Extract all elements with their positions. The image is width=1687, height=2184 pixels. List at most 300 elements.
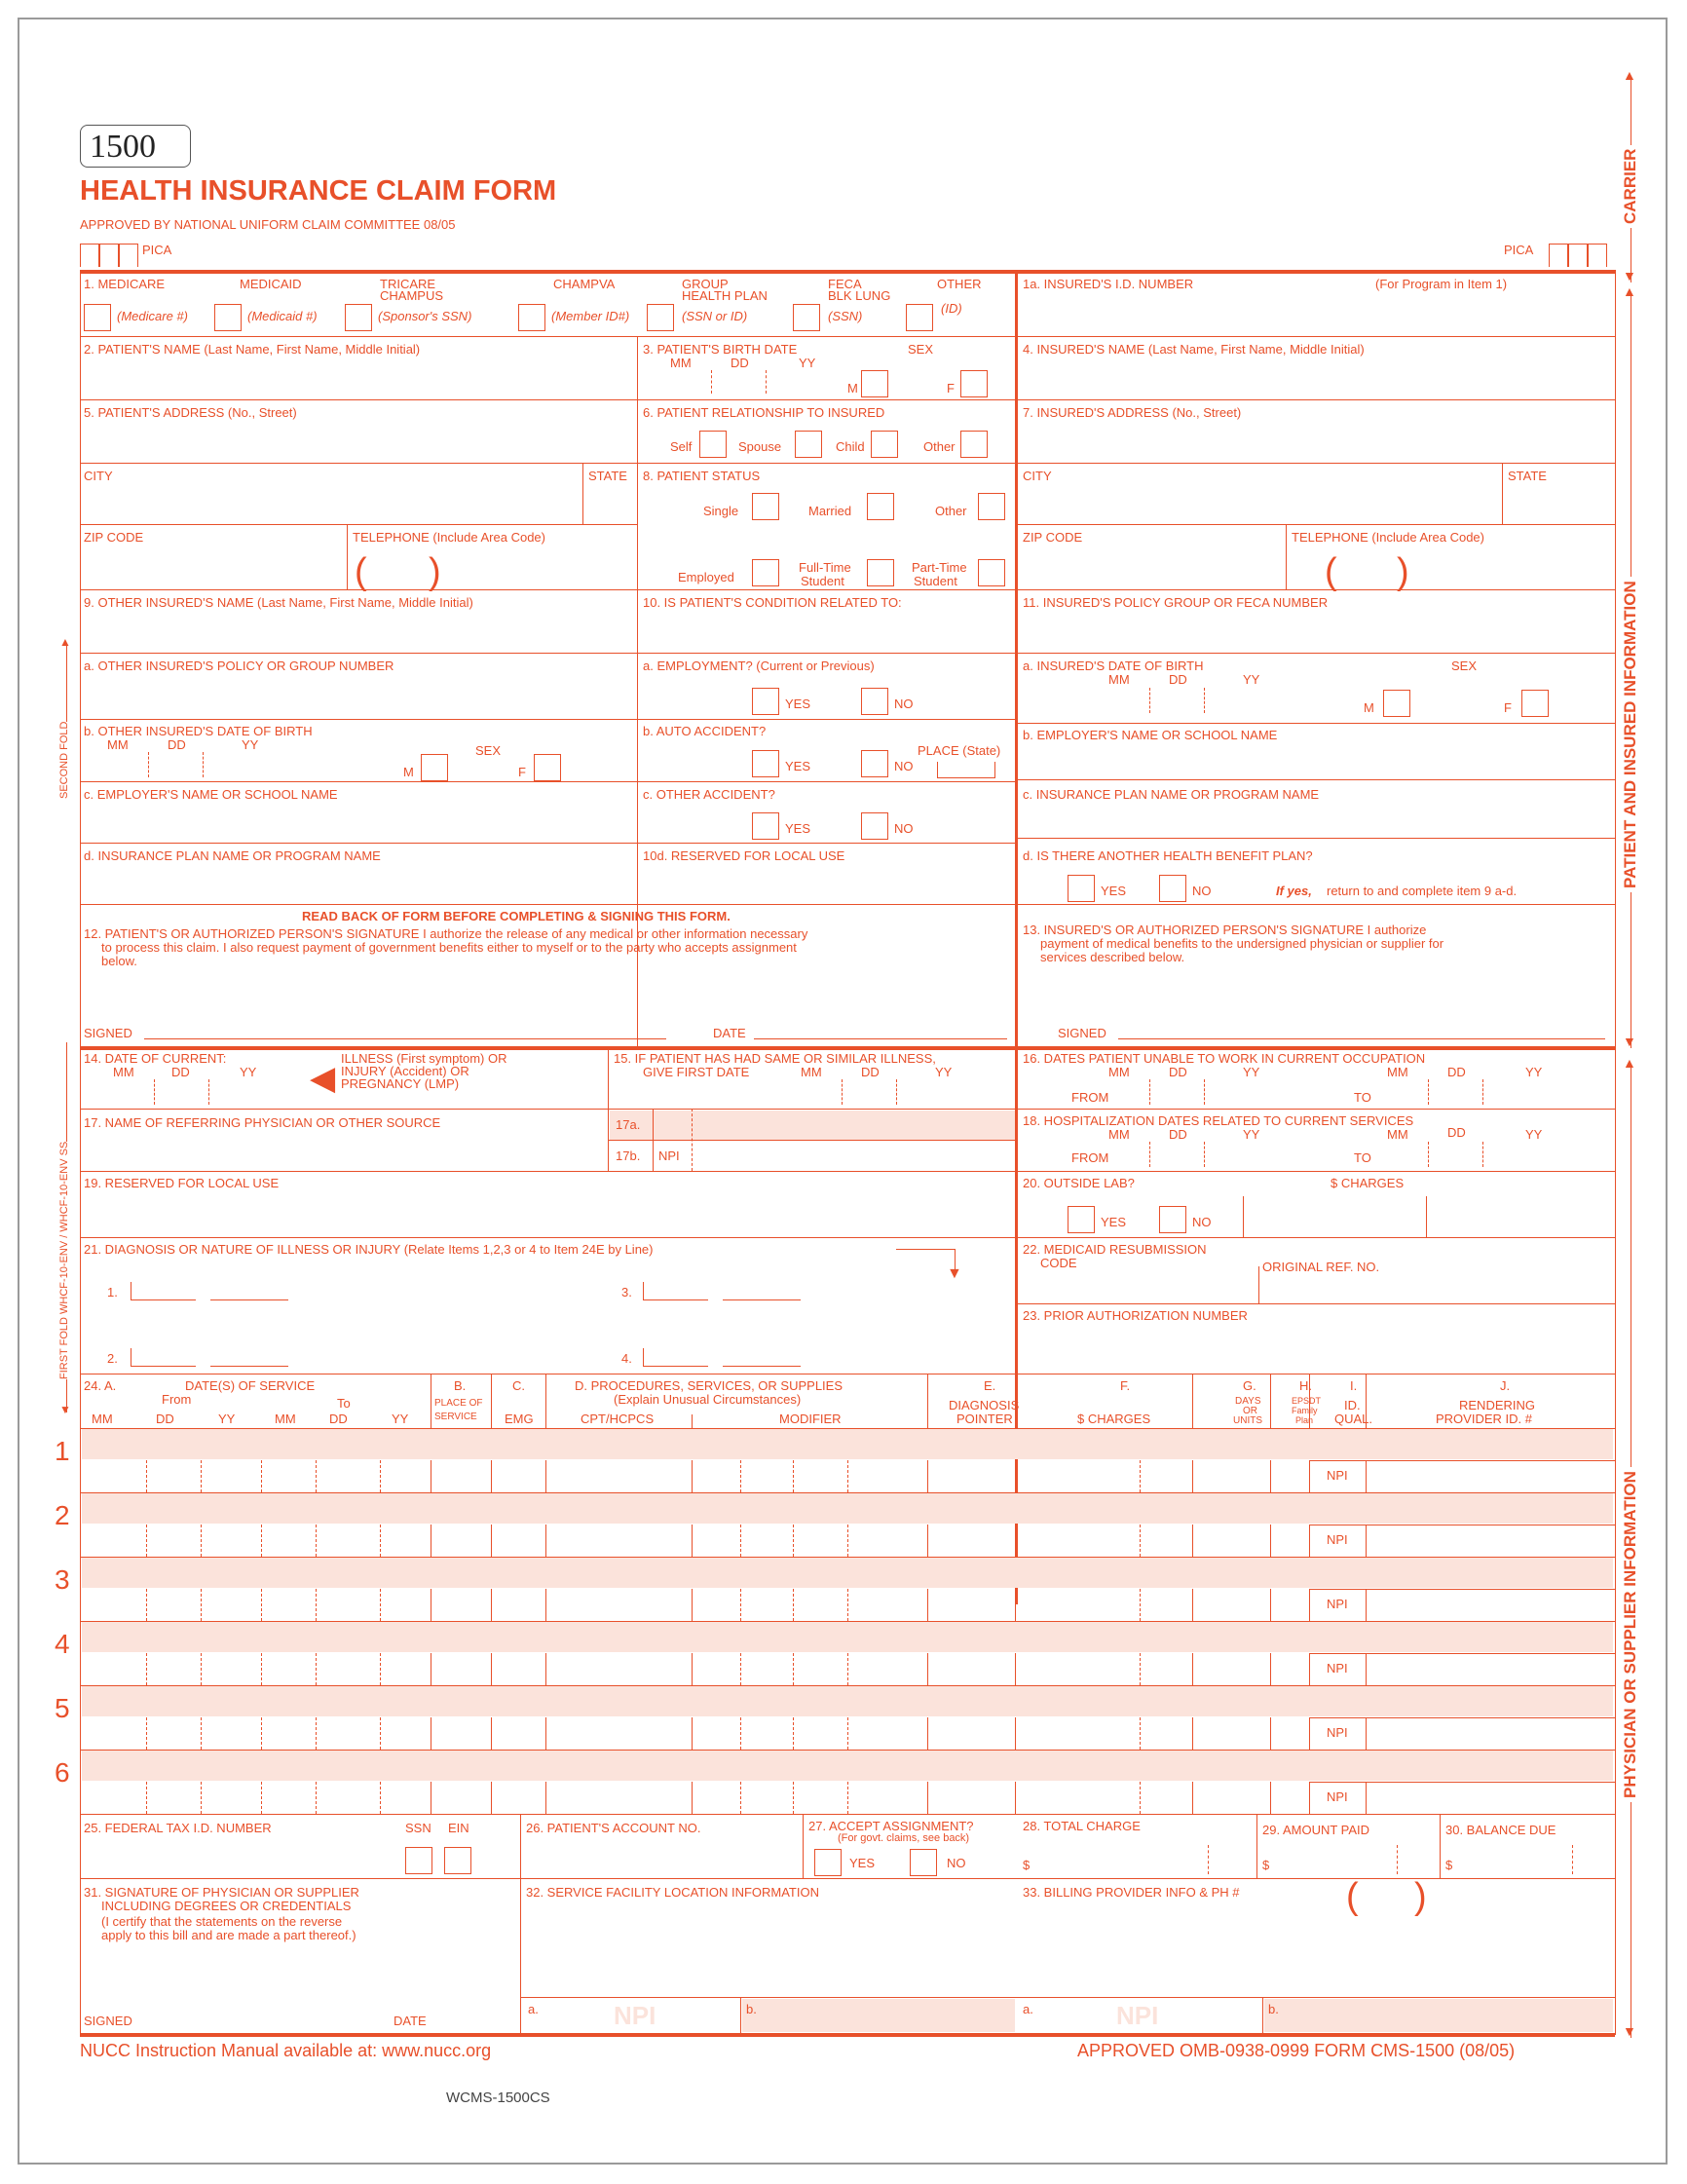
item21-label: 21. DIAGNOSIS OR NATURE OF ILLNESS OR INJURY (Relate Items 1,2,3 or 4 to Item 24E by Line) [84, 1242, 654, 1257]
medicaid-checkbox[interactable] [214, 304, 242, 331]
item7-tel: TELEPHONE (Include Area Code) [1292, 530, 1484, 545]
item10c-no-checkbox[interactable] [861, 812, 888, 840]
bottom-border [80, 2033, 1615, 2037]
item8-parttime-student: Student [914, 574, 957, 588]
service-line-col-dash [793, 1525, 794, 1557]
item8-single-checkbox[interactable] [752, 493, 779, 520]
service-line-col-dash [316, 1589, 317, 1621]
item9b-tick-1 [148, 752, 149, 777]
item33-npi-divider [1262, 1997, 1263, 2033]
item21-field-1a[interactable] [131, 1282, 196, 1300]
item16-from: FROM [1071, 1090, 1109, 1105]
item29-dollar: $ [1262, 1858, 1270, 1872]
item16-label: 16. DATES PATIENT UNABLE TO WORK IN CURRENT OCCUPATION [1023, 1051, 1426, 1066]
item15-tick-1 [842, 1079, 843, 1105]
item12-line1: 12. PATIENT'S OR AUTHORIZED PERSON'S SIGNATURE I authorize the release of any medical or other information necessary [84, 926, 808, 941]
item11-label: 11. INSURED'S POLICY GROUP OR FECA NUMBER [1023, 595, 1329, 610]
item28-dollar: $ [1023, 1858, 1031, 1872]
item24-i-qual: QUAL. [1334, 1412, 1373, 1426]
item1-blk-lung: BLK LUNG [828, 288, 891, 303]
service-line-col-dash [1140, 1525, 1141, 1557]
row-line-14 [80, 1109, 1615, 1110]
item24-g-units: UNITS [1233, 1415, 1262, 1426]
item24-mm-1: MM [92, 1412, 113, 1426]
item32-npi-line [520, 1997, 1015, 1998]
item6-child-checkbox[interactable] [871, 431, 898, 458]
service-line-col [1015, 1782, 1016, 1814]
service-line-col-dash [316, 1782, 317, 1814]
physician-arrow-down: ▼ [1623, 2023, 1636, 2039]
service-line-col-dash [380, 1589, 381, 1621]
item16-from-mm: MM [1108, 1065, 1130, 1079]
item14-illness: ILLNESS (First symptom) OR [341, 1051, 507, 1066]
item1-label: 1. MEDICARE [84, 277, 166, 291]
item5-tel: TELEPHONE (Include Area Code) [353, 530, 545, 545]
service-line-col [545, 1589, 546, 1621]
item10b-no: NO [894, 759, 914, 773]
item25-ein: EIN [448, 1821, 469, 1835]
item13-signed: SIGNED [1058, 1026, 1106, 1040]
item18-tick-2 [1204, 1142, 1205, 1167]
item3-f: F [947, 381, 955, 395]
item8-single: Single [703, 504, 739, 518]
other-checkbox[interactable] [906, 304, 933, 331]
service-line-number: 3 [55, 1564, 70, 1595]
item21-field-3a[interactable] [643, 1282, 708, 1300]
service-line-col-dash [740, 1782, 741, 1814]
item8-parttime-checkbox[interactable] [978, 559, 1005, 586]
item21-field-4a[interactable] [643, 1348, 708, 1367]
item11d-yes-checkbox[interactable] [1068, 875, 1095, 902]
section-divider [80, 1046, 1615, 1050]
item26-label: 26. PATIENT'S ACCOUNT NO. [526, 1821, 701, 1835]
item6-spouse-checkbox[interactable] [795, 431, 822, 458]
item22-code: CODE [1040, 1256, 1077, 1270]
item5-city: CITY [84, 469, 113, 483]
item16-to-mm: MM [1387, 1065, 1408, 1079]
service-line-col [1309, 1717, 1310, 1750]
item14-mm: MM [113, 1065, 134, 1079]
service-line-col-dash [316, 1525, 317, 1557]
item24-yy-1: YY [218, 1412, 236, 1426]
service-line-dash [1366, 1717, 1615, 1718]
item20-divider-1 [1243, 1196, 1244, 1237]
item8-other-checkbox[interactable] [978, 493, 1005, 520]
service-line-col [1192, 1717, 1193, 1750]
item5-area-close: ) [429, 551, 441, 592]
item17a-col-1 [653, 1109, 654, 1171]
service-line-col [545, 1653, 546, 1685]
item1-feca: FECA [828, 277, 862, 291]
pica-left-label: PICA [142, 243, 172, 257]
item20-no: NO [1192, 1215, 1212, 1229]
service-line-col [1192, 1589, 1193, 1621]
item10b-yes: YES [785, 759, 811, 773]
row-line-7-left [80, 719, 1015, 720]
champva-checkbox[interactable] [518, 304, 545, 331]
service-line-number: 6 [55, 1757, 70, 1788]
item9b-m: M [403, 765, 414, 779]
service-line-col [1309, 1653, 1310, 1685]
item10b-place-field[interactable] [937, 762, 995, 778]
item16-tick-2 [1204, 1079, 1205, 1105]
item8-fulltime-checkbox[interactable] [867, 559, 894, 586]
item16-to-dd: DD [1447, 1065, 1466, 1079]
item8-married-checkbox[interactable] [867, 493, 894, 520]
service-line-shaded-row[interactable] [82, 1493, 1613, 1524]
item21-field-4b[interactable] [723, 1366, 801, 1367]
item32-a: a. [528, 2002, 539, 2016]
item24-d-explain: (Explain Unusual Circumstances) [614, 1392, 802, 1407]
state-divider-left [582, 463, 583, 524]
item11a-f-checkbox[interactable] [1521, 690, 1549, 717]
item14-pointer-icon: ◀ [310, 1060, 336, 1097]
service-line-col [491, 1717, 492, 1750]
item18-tick-4 [1482, 1142, 1483, 1167]
item6-self: Self [670, 439, 693, 454]
medicare-sub: (Medicare #) [117, 309, 188, 323]
item24-j-rendering: RENDERING [1459, 1398, 1536, 1412]
item31-line4: apply to this bill and are made a part thereof.) [101, 1928, 356, 1942]
row-line-8-right [1015, 779, 1615, 780]
service-line-col [545, 1460, 546, 1492]
item9a-label: a. OTHER INSURED'S POLICY OR GROUP NUMBER [84, 659, 394, 673]
service-line-dash [1366, 1589, 1615, 1590]
service-line-col [1366, 1782, 1367, 1814]
item24-dd-2: DD [329, 1412, 348, 1426]
item14-yy: YY [240, 1065, 257, 1079]
service-line-col [545, 1717, 546, 1750]
service-line-col-dash [201, 1525, 202, 1557]
service-line-col [1015, 1460, 1016, 1492]
item24-f-charges: $ CHARGES [1077, 1412, 1151, 1426]
item22-label: 22. MEDICAID RESUBMISSION [1023, 1242, 1207, 1257]
item8-employed-checkbox[interactable] [752, 559, 779, 586]
service-line-col [1270, 1460, 1271, 1492]
row-line-25 [80, 1878, 1615, 1879]
item10b-no-checkbox[interactable] [861, 750, 888, 777]
service-line-col [927, 1589, 928, 1621]
service-line-col [1309, 1782, 1310, 1814]
carrier-label: CARRIER [1621, 145, 1640, 228]
item10a-no-checkbox[interactable] [861, 688, 888, 715]
row-line-10 [80, 904, 1615, 905]
pica-left-box-1[interactable] [80, 244, 99, 267]
item11d-label: d. IS THERE ANOTHER HEALTH BENEFIT PLAN? [1023, 848, 1313, 863]
approved-by-text: APPROVED BY NATIONAL UNIFORM CLAIM COMMITTEE 08/05 [80, 217, 456, 232]
item9b-m-checkbox[interactable] [421, 754, 448, 781]
item11a-f: F [1504, 700, 1512, 715]
service-line-col-dash [793, 1717, 794, 1750]
item30-dollar: $ [1445, 1858, 1453, 1872]
pica-right-box-3[interactable] [1588, 244, 1607, 267]
item11c-label: c. INSURANCE PLAN NAME OR PROGRAM NAME [1023, 787, 1320, 802]
item24-g-days: DAYS [1235, 1396, 1261, 1407]
item5-state: STATE [588, 469, 627, 483]
item13-signature-line [1118, 1038, 1605, 1039]
item21-field-2a[interactable] [131, 1348, 196, 1367]
service-line-col [545, 1525, 546, 1557]
item3-tick-2 [766, 370, 767, 394]
item23-label: 23. PRIOR AUTHORIZATION NUMBER [1023, 1308, 1248, 1323]
service-line-col [1192, 1653, 1193, 1685]
service-line-col-dash [201, 1717, 202, 1750]
item6-spouse: Spouse [738, 439, 782, 454]
service-line-shaded-row[interactable] [82, 1558, 1613, 1588]
item3-sex: SEX [908, 342, 934, 357]
item21-field-2b[interactable] [210, 1366, 288, 1367]
item21-field-3b[interactable] [723, 1299, 801, 1300]
item11d-no-checkbox[interactable] [1159, 875, 1186, 902]
item6-child: Child [836, 439, 865, 454]
col-divider-15 [608, 1046, 609, 1171]
item3-dd: DD [731, 356, 749, 370]
service-line-col [1192, 1525, 1193, 1557]
row-line-17 [80, 1171, 1615, 1172]
service-line-col [1270, 1525, 1271, 1557]
item8-fulltime: Full-Time [799, 560, 851, 575]
item24-e-diagnosis: DIAGNOSIS [949, 1398, 1020, 1412]
service-line-shaded-row[interactable] [82, 1686, 1613, 1716]
row-line-4-left [80, 524, 637, 525]
item8-married: Married [808, 504, 852, 518]
item31-date: DATE [394, 2014, 427, 2028]
service-line-npi-label: NPI [1327, 1532, 1348, 1547]
item28-label: 28. TOTAL CHARGE [1023, 1819, 1141, 1833]
service-line-number: 2 [55, 1500, 70, 1530]
item7-zip: ZIP CODE [1023, 530, 1083, 545]
col-30 [1440, 1814, 1441, 1878]
item12-date-line [754, 1038, 1007, 1039]
item9b-mm: MM [107, 737, 129, 752]
row-line-9-mid [637, 843, 1015, 844]
row-line-9-right [1015, 838, 1615, 839]
service-line-col [1309, 1525, 1310, 1557]
service-line-col-dash [380, 1782, 381, 1814]
item11a-m-checkbox[interactable] [1383, 690, 1410, 717]
item11d-ifyes: If yes, [1276, 884, 1312, 898]
item24-h-plan: Plan [1295, 1415, 1314, 1425]
row-line-7-right [1015, 723, 1615, 724]
item3-tick-1 [711, 370, 712, 394]
item33b-shade [1264, 1999, 1613, 2032]
item24-e: E. [984, 1378, 996, 1393]
item12-line2: to process this claim. I also request payment of government benefits either to myself or to the party who accepts assignment [101, 940, 797, 955]
item21-field-1b[interactable] [210, 1299, 288, 1300]
service-line-col [1366, 1460, 1367, 1492]
item9b-tick-2 [203, 752, 204, 777]
col24-h [1270, 1374, 1271, 1428]
item10a-yes: YES [785, 697, 811, 711]
item14-pregnancy: PREGNANCY (LMP) [341, 1076, 460, 1091]
service-line-col [1270, 1717, 1271, 1750]
item1a-note: (For Program in Item 1) [1375, 277, 1508, 291]
form-number: 1500 [90, 129, 156, 165]
item3-m-checkbox[interactable] [861, 370, 888, 397]
item31-line3: (I certify that the statements on the reverse [101, 1914, 343, 1929]
zip-divider-right [1286, 524, 1287, 589]
item24-i-id: ID. [1344, 1398, 1361, 1412]
item24-cpt-divider [692, 1414, 693, 1428]
item21-n4: 4. [621, 1351, 632, 1366]
item9b-f-checkbox[interactable] [534, 754, 561, 781]
item10c-yes-checkbox[interactable] [752, 812, 779, 840]
item31-line1: 31. SIGNATURE OF PHYSICIAN OR SUPPLIER [84, 1885, 359, 1900]
service-line-col [545, 1782, 546, 1814]
item25-ssn-checkbox[interactable] [405, 1847, 432, 1874]
col-29 [1256, 1814, 1257, 1878]
pica-left-box-3[interactable] [119, 244, 138, 267]
footer-nucc: NUCC Instruction Manual available at: www.nucc.org [80, 2041, 492, 2060]
item27-label: 27. ACCEPT ASSIGNMENT? [808, 1819, 974, 1833]
service-line-col [1270, 1653, 1271, 1685]
service-line-dash [1366, 1653, 1615, 1654]
item11a-m: M [1364, 700, 1374, 715]
item10b-yes-checkbox[interactable] [752, 750, 779, 777]
item9b-f: F [518, 765, 526, 779]
item15-dd: DD [861, 1065, 880, 1079]
service-line-col-dash [316, 1717, 317, 1750]
feca-checkbox[interactable] [793, 304, 820, 331]
service-line-col-dash [261, 1525, 262, 1557]
service-line-shaded-row[interactable] [82, 1622, 1613, 1652]
item1-medicaid: MEDICAID [240, 277, 302, 291]
left-border [80, 270, 81, 2035]
item8-label: 8. PATIENT STATUS [643, 469, 761, 483]
service-line-col [1366, 1653, 1367, 1685]
item11d-yes: YES [1101, 884, 1127, 898]
item20-yes-checkbox[interactable] [1068, 1206, 1095, 1233]
service-line-col-dash [740, 1653, 741, 1685]
service-line-bottom [80, 1814, 1615, 1815]
item15-mm: MM [801, 1065, 822, 1079]
service-line-col-dash [1140, 1782, 1141, 1814]
service-line-col [927, 1717, 928, 1750]
item10a-yes-checkbox[interactable] [752, 688, 779, 715]
item24-c: C. [512, 1378, 525, 1393]
group-checkbox[interactable] [647, 304, 674, 331]
service-line-col-dash [146, 1653, 147, 1685]
service-line-col [927, 1460, 928, 1492]
item16-from-yy: YY [1243, 1065, 1260, 1079]
service-line-shaded-row[interactable] [82, 1751, 1613, 1781]
item14-label: 14. DATE OF CURRENT: [84, 1051, 227, 1066]
item21-n3: 3. [621, 1285, 632, 1299]
service-line-col-dash [380, 1717, 381, 1750]
service-line-col [692, 1525, 693, 1557]
service-line-col-dash [847, 1782, 848, 1814]
form-title: HEALTH INSURANCE CLAIM FORM [80, 175, 557, 207]
item20-charges: $ CHARGES [1331, 1176, 1405, 1190]
item1-group: GROUP [682, 277, 729, 291]
item9c-label: c. EMPLOYER'S NAME OR SCHOOL NAME [84, 787, 338, 802]
service-line-col [692, 1782, 693, 1814]
service-line-col [927, 1525, 928, 1557]
item16-tick-3 [1428, 1079, 1429, 1105]
item31-line2: INCLUDING DEGREES OR CREDENTIALS [101, 1899, 352, 1913]
first-fold-arrow: ▼ [59, 1403, 71, 1416]
item22-orig: ORIGINAL REF. NO. [1262, 1260, 1380, 1274]
footer-omb: APPROVED OMB-0938-0999 FORM CMS-1500 (08/05) [1077, 2041, 1516, 2060]
item3-yy: YY [799, 356, 816, 370]
pica-left-box-2[interactable] [99, 244, 119, 267]
champva-sub: (Member ID#) [551, 309, 630, 323]
read-back-notice: READ BACK OF FORM BEFORE COMPLETING & SIGNING THIS FORM. [302, 909, 731, 923]
item25-ein-checkbox[interactable] [444, 1847, 471, 1874]
row-line-1 [80, 336, 1615, 337]
service-line-number: 4 [55, 1629, 70, 1659]
item30-cents-tick [1572, 1845, 1573, 1874]
item15-line2: GIVE FIRST DATE [643, 1065, 750, 1079]
item18-from-mm: MM [1108, 1127, 1130, 1142]
service-line-col-dash [261, 1460, 262, 1492]
item9d-label: d. INSURANCE PLAN NAME OR PROGRAM NAME [84, 848, 381, 863]
item32-b: b. [746, 2002, 757, 2016]
item3-mm: MM [670, 356, 692, 370]
service-line-npi-label: NPI [1327, 1725, 1348, 1740]
service-line-col-dash [793, 1460, 794, 1492]
claim-form-page [18, 18, 1668, 2165]
col-27 [803, 1814, 804, 1878]
item29-cents-tick [1397, 1845, 1398, 1874]
row-line-5 [80, 589, 1615, 590]
service-line-col-dash [261, 1653, 262, 1685]
item3-f-checkbox[interactable] [960, 370, 988, 397]
service-line-col [692, 1653, 693, 1685]
service-line-col-dash [793, 1653, 794, 1685]
tricare-checkbox[interactable] [345, 304, 372, 331]
row-line-4-right [1015, 524, 1615, 525]
item15-yy: YY [935, 1065, 953, 1079]
item1-health-plan: HEALTH PLAN [682, 288, 768, 303]
service-line-col [491, 1460, 492, 1492]
item24-e-pointer: POINTER [956, 1412, 1013, 1426]
service-line-col-dash [1140, 1717, 1141, 1750]
service-line-col [927, 1782, 928, 1814]
item32b-shade [742, 1999, 1015, 2032]
item1-tricare: TRICARE [380, 277, 436, 291]
service-line-col [1015, 1653, 1016, 1685]
col24-e [927, 1374, 928, 1428]
service-line-col [692, 1460, 693, 1492]
item32-npi-watermark: NPI [614, 2001, 656, 2030]
other-sub: (ID) [941, 301, 962, 316]
service-line-col-dash [1140, 1460, 1141, 1492]
item16-to-yy: YY [1525, 1065, 1543, 1079]
item27-no-checkbox[interactable] [910, 1849, 937, 1876]
pica-right-box-2[interactable] [1568, 244, 1588, 267]
service-line-col-dash [740, 1589, 741, 1621]
medicare-checkbox[interactable] [84, 304, 111, 331]
item33-area-close: ) [1414, 1876, 1427, 1917]
item13-line1: 13. INSURED'S OR AUTHORIZED PERSON'S SIGNATURE I authorize [1023, 923, 1427, 937]
item27-yes-checkbox[interactable] [814, 1849, 842, 1876]
item1-other: OTHER [937, 277, 982, 291]
item6-other-checkbox[interactable] [960, 431, 988, 458]
item21-arrow-line [896, 1249, 955, 1250]
item6-self-checkbox[interactable] [699, 431, 727, 458]
service-line-col [1309, 1460, 1310, 1492]
item7-label: 7. INSURED'S ADDRESS (No., Street) [1023, 405, 1242, 420]
service-line-col [1270, 1782, 1271, 1814]
service-line-shaded-row[interactable] [82, 1429, 1613, 1459]
item24-mm-2: MM [275, 1412, 296, 1426]
item14-injury: INJURY (Accident) OR [341, 1064, 469, 1078]
item18-to: TO [1354, 1150, 1371, 1165]
item11a-tick-2 [1204, 688, 1205, 713]
pica-right-box-1[interactable] [1549, 244, 1568, 267]
item20-no-checkbox[interactable] [1159, 1206, 1186, 1233]
